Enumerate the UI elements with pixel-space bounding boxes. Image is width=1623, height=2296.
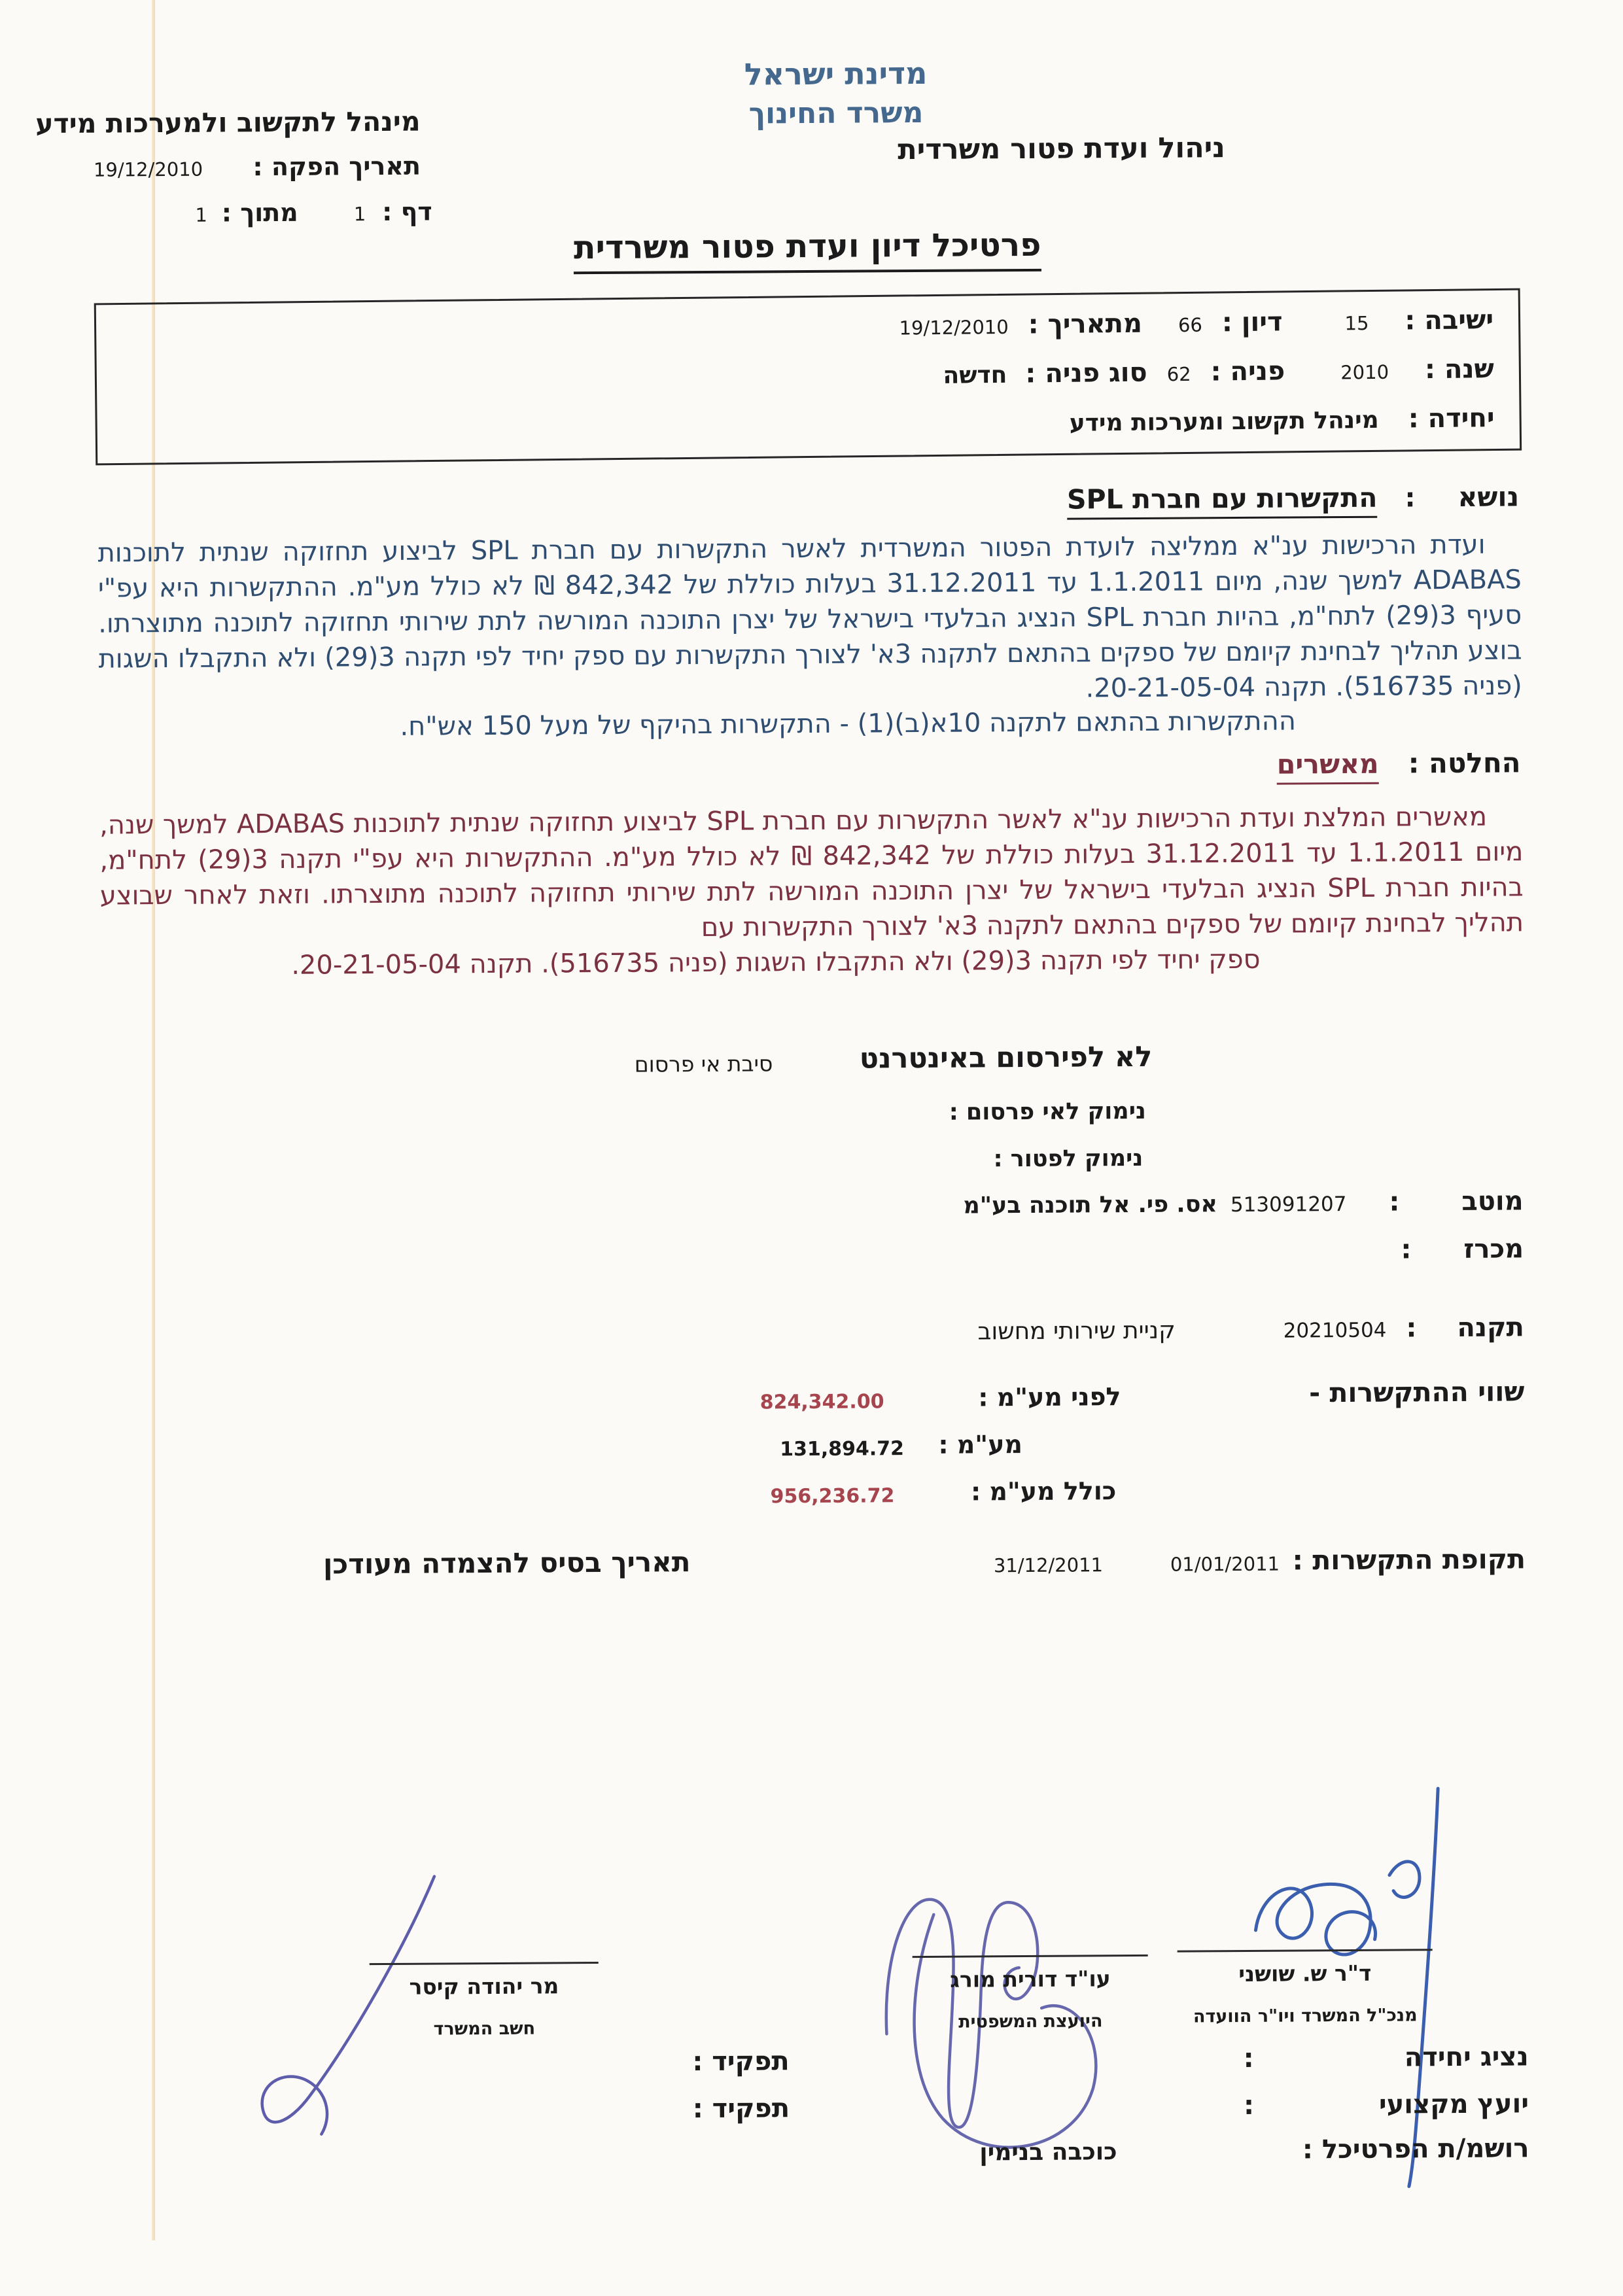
no-publish-rationale-label: נימוק לאי פרסום : xyxy=(949,1098,1146,1126)
signature-block-legal-counsel xyxy=(913,1955,1149,2032)
discussion-value: 66 xyxy=(1178,313,1203,337)
unit-rep-colon: : xyxy=(1243,2043,1254,2074)
meta-row-2 xyxy=(943,354,1494,390)
period-label: תקופת התקשרות : xyxy=(1292,1543,1526,1576)
signature-name: ד"ר ש. שושני xyxy=(1238,1960,1372,1987)
beneficiary-id: 513091207 xyxy=(1230,1192,1347,1217)
meta-row-1 xyxy=(899,305,1493,341)
signature-name: עו"ד דורית מורג xyxy=(950,1966,1111,1992)
subject-value: התקשרות עם חברת SPL xyxy=(1067,482,1378,520)
discussion-label: דיון : xyxy=(1221,307,1283,338)
subject-row xyxy=(1067,481,1519,519)
page-title: פרטיכל דיון ועדת פטור משרדית xyxy=(574,226,1041,274)
state-name: מדינת ישראל xyxy=(744,55,928,92)
signature-block-comptroller xyxy=(370,1962,599,2040)
before-vat-label: לפני מע"מ : xyxy=(978,1382,1121,1412)
signature-name: מר יהודה קיסר xyxy=(409,1973,559,2000)
page-of-label: מתוך : xyxy=(221,198,298,228)
signature-title: חשב המשרד xyxy=(433,2018,536,2040)
beneficiary-label: מוטב xyxy=(1461,1186,1524,1217)
page-number-row xyxy=(195,198,432,228)
exemption-rationale-label: נימוק לפטור : xyxy=(993,1145,1143,1173)
signature-title: היועצת המשפטית xyxy=(958,2011,1103,2032)
signature-block-director xyxy=(1178,1949,1433,2026)
tender-row xyxy=(1401,1234,1524,1264)
subject-closing-line: ההתקשרות בהתאם לתקנה 10א(ב)(1) - התקשרות בהיקף של מעל 150 אש"ח. xyxy=(400,706,1297,742)
subject-label: נושא xyxy=(1457,481,1520,513)
issue-date-label: תאריך הפקה : xyxy=(253,151,421,182)
decision-paragraph: מאשרים המלצת ועדת הרכישות ענ"א לאשר התקשרות עם חברת SPL לביצוע תחזוקה שנתית לתוכנות ADABAS למשך שנה, מיום 1.1.2011 עד 31.12.2011 בעלות כוללת של 842,342 ₪ לא כולל מע"מ. ההתקשרות היא עפ"י תקנה 3(29) לתח"מ, בהיות חברת SPL הנציג הבלעדי בישראל של יצרן התוכנה המורשה לתת שירותי תחזוקה לתוכנה מתוצרתו. וזאת לאחר שבוצע תהליך לבחינת קיומם של ספקים בהתאם לתקנה 3א' לצורך התקשרות עם xyxy=(99,801,1524,943)
meta-box xyxy=(94,288,1522,466)
regulation-value: 20210504 xyxy=(1283,1318,1387,1343)
request-type-value: חדשה xyxy=(943,361,1007,389)
tender-colon: : xyxy=(1401,1234,1412,1265)
subject-colon: : xyxy=(1405,483,1416,513)
index-base-label: תאריך בסיס להצמדה מעודכן xyxy=(323,1546,691,1580)
no-publish-reason-label: סיבת אי פרסום xyxy=(634,1051,773,1077)
vat-value: 131,894.72 xyxy=(780,1437,905,1461)
decision-row xyxy=(1277,746,1521,784)
vat-label: מע"מ : xyxy=(938,1430,1023,1459)
request-value: 62 xyxy=(1166,362,1191,386)
recorder-value: כוכבה בנימין xyxy=(979,2138,1117,2166)
regulation-colon: : xyxy=(1406,1313,1417,1344)
tender-label: מכרז xyxy=(1463,1234,1524,1264)
advisor-role-label: תפקיד : xyxy=(692,2093,790,2125)
decision-value: מאשרים xyxy=(1277,748,1379,785)
year-value: 2010 xyxy=(1340,360,1389,384)
advisor-label: יועץ מקצועי xyxy=(1378,2089,1529,2120)
page-value: 1 xyxy=(353,203,366,226)
no-publish-label: לא לפירסום באינטרנט xyxy=(859,1040,1153,1075)
committee-header: ניהול ועדת פטור משרדית xyxy=(898,131,1225,167)
from-date-label: מתאריך : xyxy=(1028,308,1143,340)
request-type-label: סוג פניה : xyxy=(1025,357,1147,389)
page-label: דף : xyxy=(382,197,432,226)
period-from: 01/01/2011 xyxy=(1170,1552,1280,1576)
regulation-label: תקנה xyxy=(1457,1312,1524,1343)
decision-closing-line: ספק יחיד לפי תקנה 3(29) ולא התקבלו השגות (פניה 516735). תקנה 20-21-05-04. xyxy=(291,944,1261,981)
advisor-colon: : xyxy=(1243,2090,1255,2121)
beneficiary-name: אס. פי. אל תוכנה בע"מ xyxy=(963,1191,1218,1219)
value-title: שווי ההתקשרות - xyxy=(1309,1376,1525,1409)
unit-rep-label: נציג יחידה xyxy=(1404,2042,1529,2073)
subject-paragraph: ועדת הרכישות ענ"א ממליצה לועדת הפטור המשרדית לאשר התקשרות עם חברת SPL לביצוע תחזוקה שנתית לתוכנות ADABAS למשך שנה, מיום 1.1.2011 עד 31.12.2011 בעלות כוללת של 842,342 ₪ לא כולל מע"מ. ההתקשרות היא עפ"י סעיף 3(29) לתח"מ, בהיות חברת SPL הנציג הבלעדי בישראל של יצרן התוכנה המורשה לתת שירותי תחזוקה לתוכנה מתוצרתו. בוצע תהליך לבחינת קיומם של ספקים בהתאם לתקנה 3א' לצורך התקשרות עם ספק יחיד לפי תקנה 3(29) ולא התקבלו השגות (פניה 516735). תקנה 20-21-05-04. xyxy=(97,529,1522,704)
signature-title: מנכ"ל המשרד ויו"ר הוועדה xyxy=(1193,2005,1418,2027)
unit-label: יחידה : xyxy=(1408,403,1495,434)
decision-label: החלטה : xyxy=(1408,746,1521,780)
year-label: שנה : xyxy=(1424,354,1495,385)
session-value: 15 xyxy=(1344,312,1369,335)
before-vat-value: 824,342.00 xyxy=(759,1390,884,1414)
beneficiary-row xyxy=(963,1186,1523,1219)
incl-vat-value: 956,236.72 xyxy=(770,1484,895,1508)
ministry-name: משרד החינוך xyxy=(748,96,924,131)
unit-header: מינהל לתקשוב ולמערכות מידע xyxy=(35,105,421,140)
regulation-desc: קניית שירותי מחשוב xyxy=(977,1317,1176,1346)
unit-value: מינהל תקשוב ומערכות מידע xyxy=(1069,406,1379,437)
incl-vat-label: כולל מע"מ : xyxy=(970,1476,1117,1506)
issue-date-value: 19/12/2010 xyxy=(93,158,203,181)
request-label: פניה : xyxy=(1210,356,1285,387)
period-to: 31/12/2011 xyxy=(993,1554,1104,1577)
issue-date-row xyxy=(94,152,421,183)
unit-rep-role-label: תפקיד : xyxy=(692,2046,790,2078)
beneficiary-colon: : xyxy=(1389,1187,1400,1217)
title-wrap xyxy=(0,222,1619,277)
session-label: ישיבה : xyxy=(1405,305,1494,336)
recorder-label: רושמ/ת הפרטיכל : xyxy=(1302,2133,1529,2165)
page-of-value: 1 xyxy=(195,203,207,226)
regulation-row xyxy=(977,1312,1524,1346)
from-date-value: 19/12/2010 xyxy=(899,315,1009,339)
meta-row-3 xyxy=(1070,403,1495,438)
